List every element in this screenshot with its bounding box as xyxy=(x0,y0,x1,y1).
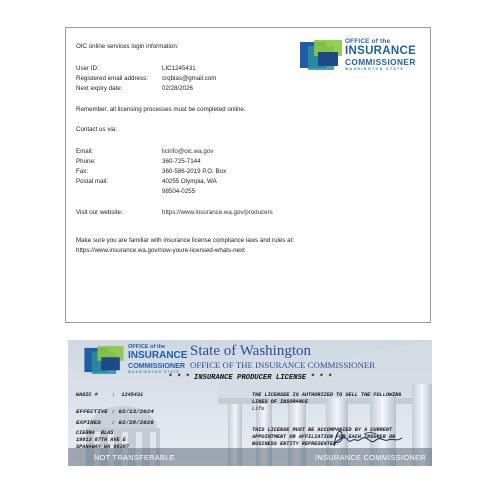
office-heading: OFFICE OF THE INSURANCE COMMISSIONER xyxy=(190,360,376,370)
authorized-line-1: THE LICENSEE IS AUTHORIZED TO SELL THE FOLLOWING xyxy=(252,392,402,398)
license-logo-insurance-text: INSURANCE xyxy=(128,350,188,361)
expiry-label: Next expiry date: xyxy=(76,85,123,92)
license-logo-commissioner-text: COMMISSIONER xyxy=(128,361,186,370)
postal-line-2: 40255 Olympia, WA xyxy=(162,178,217,185)
expires-date: EXPIRES : 02/28/2026 xyxy=(76,419,154,426)
fax-label: Fax: xyxy=(76,168,89,175)
contact-email-label: Email: xyxy=(76,148,94,155)
phone-label: Phone: xyxy=(76,158,96,165)
reminder-text: Remember, all licensing processes must be completed online. xyxy=(76,106,246,113)
oic-logo xyxy=(300,38,422,74)
user-id-label: User ID: xyxy=(76,65,99,72)
login-info-card xyxy=(65,27,431,323)
expiry-value: 02/28/2026 xyxy=(162,85,193,92)
logo-office-text: OFFICE of the xyxy=(345,38,391,45)
website-link[interactable]: https://www.insurance.wa.gov/producers xyxy=(162,209,273,216)
login-info-heading: OIC online services login information: xyxy=(76,43,179,50)
postal-line-3: 98504-0255 xyxy=(162,188,196,195)
logo-washington-state-text: WASHINGTON STATE xyxy=(345,67,405,71)
licensee-name: CIERRA BLAS xyxy=(76,430,114,436)
logo-insurance-text: INSURANCE xyxy=(345,45,417,57)
waoic-label: WAOIC # xyxy=(76,392,98,398)
phone-value: 360-725-7144 xyxy=(162,158,201,165)
validity-line-1: THIS LICENSE MUST BE ACCOMPANIED BY A CURRENT xyxy=(252,427,393,433)
contact-heading: Contact us via: xyxy=(76,126,117,133)
licensee-address-1: 19813 87TH AVE E xyxy=(76,437,126,443)
email-label: Registered email address: xyxy=(76,75,148,82)
user-id-value: LIC1245431 xyxy=(162,65,196,72)
license-logo-mark-icon xyxy=(84,346,124,374)
email-value: crqblas@gmail.com xyxy=(162,75,217,82)
logo-commissioner-text: COMMISSIONER xyxy=(345,57,416,67)
state-of-washington-heading: State of Washington xyxy=(190,343,312,359)
license-title: * * * INSURANCE PRODUCER LICENSE * * * xyxy=(168,374,332,382)
authorized-line-2: LINES OF INSURANCE xyxy=(252,399,309,405)
contact-email-link[interactable]: licinfo@oic.wa.gov xyxy=(162,148,214,155)
commissioner-signature xyxy=(326,426,406,452)
validity-line-2: APPOINTMENT OR AFFILIATION FOR EACH INSURER OR xyxy=(252,434,396,440)
producer-license-card xyxy=(68,340,432,466)
waoic-value: : 1245431 xyxy=(112,392,144,398)
effective-date: EFFECTIVE : 02/13/2024 xyxy=(76,408,154,415)
website-label: Visit our website: xyxy=(76,209,123,216)
line-of-insurance: Life xyxy=(252,406,265,412)
license-logo-washington-text: WASHINGTON STATE xyxy=(128,370,180,374)
not-transferable-text: NOT TRANSFERABLE xyxy=(94,453,175,462)
validity-line-3: BUSINESS ENTITY REPRESENTED. xyxy=(252,441,340,447)
insurance-commissioner-text: INSURANCE COMMISSIONER xyxy=(315,453,426,462)
compliance-text: Make sure you are familiar with insurance license compliance laws and rules at: xyxy=(76,237,295,244)
licensee-address-2: SPANAWAY WA 98387 xyxy=(76,444,129,450)
license-logo-office-text: OFFICE of the xyxy=(128,344,166,350)
oic-logo-mark-icon xyxy=(300,40,342,70)
license-oic-logo xyxy=(84,344,194,376)
compliance-link[interactable]: https://www.insurance.wa.gov/now-youre-licensed-whats-next xyxy=(76,247,245,254)
postal-label: Postal mail: xyxy=(76,178,108,185)
fax-value: 360-586-2019 P.O. Box xyxy=(162,168,227,175)
